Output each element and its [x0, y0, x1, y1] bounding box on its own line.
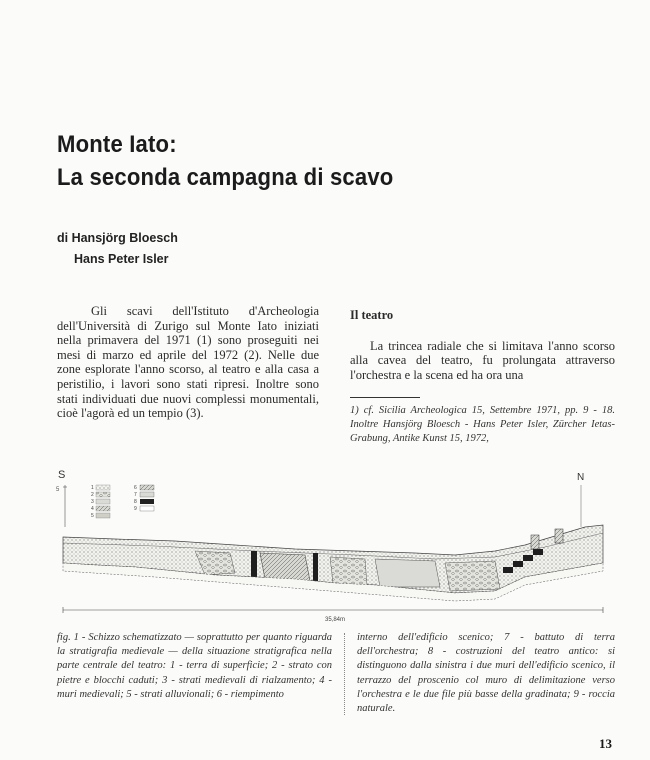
title-line-2: La seconda campagna di scavo — [57, 164, 394, 191]
section-profile — [63, 525, 603, 601]
svg-text:8: 8 — [134, 499, 137, 505]
article-title — [57, 128, 393, 194]
svg-text:3: 3 — [91, 499, 94, 505]
author-1: di Hansjörg Bloesch — [57, 231, 178, 245]
svg-text:7: 7 — [134, 492, 137, 498]
stratigraphy-figure — [55, 467, 615, 627]
authors — [57, 228, 178, 270]
svg-text:5: 5 — [91, 513, 94, 519]
intro-paragraph: Gli scavi dell'Istituto d'Archeologia dell'Università di Zurigo sul Monte Iato iniziati nella primavera del 1971 (1) sono proseguiti nei mesi di marzo ed aprile del 1972 (2). Nelle due zone esplorate l'anno scorso, al teatro e alla casa a peristilio, i lavori sono stati ripresi. Inoltre sono stati individuati due nuovi complessi monumentali, cioè l'agorà ed un tempio (3). — [57, 304, 319, 421]
footnotes — [350, 404, 615, 446]
footnote-rule — [350, 397, 420, 398]
page-number: 13 — [599, 736, 612, 751]
scale-label: 5 — [56, 487, 60, 493]
svg-text:9: 9 — [134, 506, 137, 512]
svg-text:1: 1 — [91, 485, 94, 491]
caption-divider — [344, 633, 345, 715]
measure-label: 35,84m — [325, 617, 346, 623]
svg-text:2: 2 — [91, 492, 94, 498]
svg-text:4: 4 — [91, 506, 94, 512]
title-line-1: Monte Iato: — [57, 131, 177, 158]
footnote-1: 1) cf. Sicilia Archeologica 15, Settembre 1971, pp. 9 - 18. Inoltre Hansjörg Bloesch - Hans Peter Isler, Zürcher Ietas-Grabung, Antike Kunst 15, 1972, — [350, 405, 615, 444]
left-column — [57, 304, 319, 421]
author-2: Hans Peter Isler — [74, 252, 169, 266]
section-heading: Il teatro — [350, 308, 394, 322]
north-label: N — [577, 472, 585, 483]
figure-legend — [91, 485, 154, 519]
theatre-paragraph: La trincea radiale che si limitava l'anno scorso alla cavea del teatro, fu prolungata attraverso l'orchestra e la scena ed ha ora una — [350, 338, 615, 382]
svg-text:6: 6 — [134, 485, 137, 491]
section-drawing — [55, 467, 615, 627]
right-column — [350, 308, 615, 382]
caption-left: fig. 1 - Schizzo schematizzato — soprattutto per quanto riguarda la stratigrafia medievale — della situazione stratigrafica nella parte centrale del teatro: 1 - terra di superficie; 2 - strato con pietre e blocchi caduti; 3 - strati medievali di rialzamento; 4 - muri medievali; 5 - strati alluvionali; 6 - riempimento — [57, 632, 332, 700]
south-label: S — [58, 469, 66, 481]
caption-right: interno dell'edificio scenico; 7 - battuto di terra dell'orchestra; 8 - costruzioni del teatro antico: si distinguono dalla sinistra i due muri dell'edificio scenico, il terrazzo del proscenio col muro di delimitazione verso l'orchestra e le due file più basse della gradinata; 9 - roccia naturale. — [357, 632, 615, 715]
